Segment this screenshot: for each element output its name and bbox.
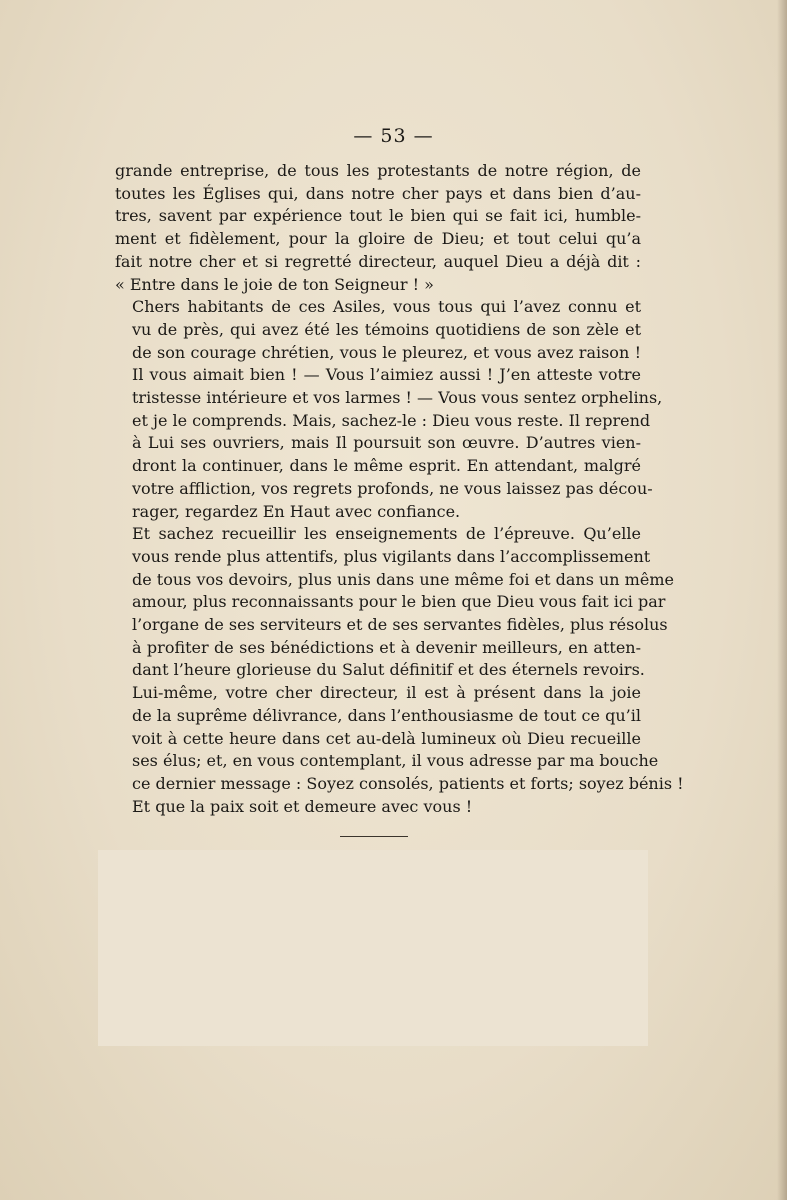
text-line: ment et fidèlement, pour la gloire de Dieu; et tout celui qu’a	[115, 229, 641, 249]
text-line: et je le comprends. Mais, sachez-le : Dieu vous reste. Il reprend	[132, 410, 651, 430]
text-line: Et sachez recueillir les enseignements de l’épreuve. Qu’elle	[132, 524, 641, 544]
text-line: Lui-même, votre cher directeur, il est à présent dans la joie	[132, 683, 641, 703]
text-line: à profiter de ses bénédictions et à devenir meilleurs, en atten-	[132, 637, 641, 657]
text-line: rager, regardez En Haut avec confiance.	[132, 501, 461, 521]
text-line: Il vous aimait bien ! — Vous l’aimiez aussi ! J’en atteste votre	[132, 365, 641, 385]
text-line: ses élus; et, en vous contemplant, il vous adresse par ma bouche	[132, 751, 659, 771]
text-line: tres, savent par expérience tout le bien qui se fait ici, humble-	[115, 206, 641, 226]
text-line: Et que la paix soit et demeure avec vous !	[132, 796, 473, 816]
text-line: de son courage chrétien, vous le pleurez, et vous avez raison !	[132, 342, 641, 362]
text-line: l’organe de ses serviteurs et de ses servantes fidèles, plus résolus	[132, 615, 668, 635]
text-line: de tous vos devoirs, plus unis dans une même foi et dans un même	[132, 569, 674, 589]
text-line: ce dernier message : Soyez consolés, patients et forts; soyez bénis !	[132, 773, 684, 793]
text-line: votre affliction, vos regrets profonds, ne vous laissez pas décou-	[132, 478, 653, 498]
text-line: vous rende plus attentifs, plus vigilants dans l’accomplissement	[132, 546, 651, 566]
section-end-rule	[340, 836, 408, 837]
text-line: de la suprême délivrance, dans l’enthousiasme de tout ce qu’il	[132, 705, 641, 725]
page-number: — 53 —	[353, 125, 434, 147]
text-line: tristesse intérieure et vos larmes ! — Vous vous sentez orphelins,	[132, 388, 663, 408]
text-line: dront la continuer, dans le même esprit. En attendant, malgré	[132, 456, 641, 476]
paragraph	[115, 296, 663, 523]
text-line: fait notre cher et si regretté directeur, auquel Dieu a déjà dit :	[115, 251, 641, 271]
text-line: dant l’heure glorieuse du Salut définitif et des éternels revoirs.	[132, 660, 645, 680]
text-line: « Entre dans le joie de ton Seigneur ! »	[115, 274, 434, 294]
text-line: grande entreprise, de tous les protestants de notre région, de	[115, 161, 641, 180]
text-line: voit à cette heure dans cet au-delà lumineux où Dieu recueille	[132, 728, 641, 748]
page-edge-shadow	[777, 0, 787, 1200]
body-text	[115, 160, 684, 818]
text-line: à Lui ses ouvriers, mais Il poursuit son œuvre. D’autres vien-	[132, 433, 641, 453]
text-line: amour, plus reconnaissants pour le bien que Dieu vous fait ici par	[132, 592, 666, 612]
paragraph	[115, 523, 674, 682]
paragraph	[115, 682, 684, 818]
text-line: toutes les Églises qui, dans notre cher pays et dans bien d’au-	[115, 183, 641, 203]
paragraph	[115, 160, 641, 296]
blank-area	[98, 850, 648, 1046]
text-line: vu de près, qui avez été les témoins quotidiens de son zèle et	[132, 319, 641, 339]
text-line: Chers habitants de ces Asiles, vous tous qui l’avez connu et	[132, 297, 641, 317]
